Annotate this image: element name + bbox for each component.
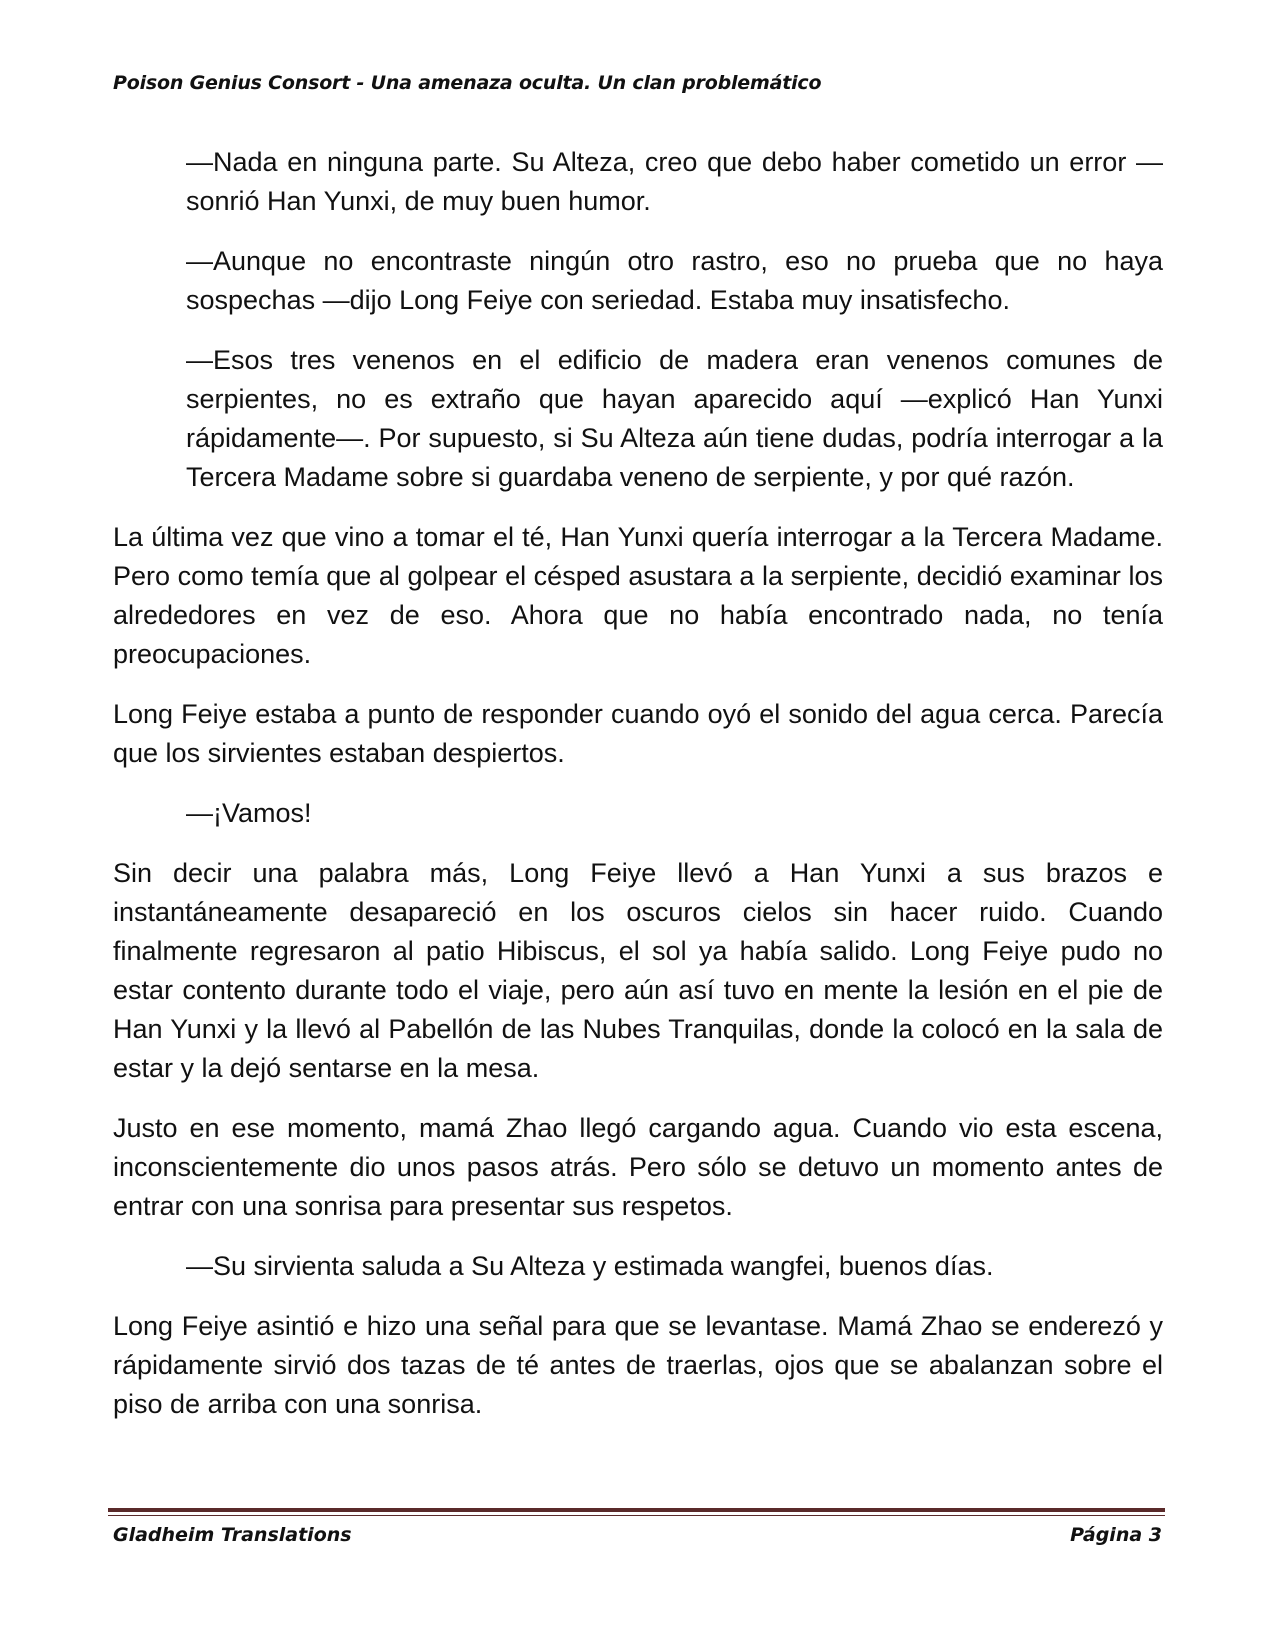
footer-translator: Gladheim Translations <box>113 1524 352 1546</box>
footer-page-number: Página 3 <box>1070 1524 1162 1546</box>
paragraph-10: Long Feiye asintió e hizo una señal para que se levantase. Mamá Zhao se enderezó y rápidamente sirvió dos tazas de té antes de traerlas, ojos que se abalanzan sobre el piso de arriba con una sonrisa. <box>113 1311 1163 1419</box>
footer-rule <box>108 1508 1165 1516</box>
paragraph-4: La última vez que vino a tomar el té, Han Yunxi quería interrogar a la Tercera Madame. Pero como temía que al golpear el césped asustara a la serpiente, decidió examinar los alrededores en vez de eso. Ahora que no había encontrado nada, no tenía preocupaciones. <box>113 522 1163 669</box>
paragraph-8: Justo en ese momento, mamá Zhao llegó cargando agua. Cuando vio esta escena, inconscientemente dio unos pasos atrás. Pero sólo se detuvo un momento antes de entrar con una sonrisa para presentar sus respetos. <box>113 1113 1163 1221</box>
footer-rule-thin <box>108 1515 1165 1516</box>
paragraph-6: —¡Vamos! <box>186 798 312 828</box>
paragraph-9: —Su sirvienta saluda a Su Alteza y estimada wangfei, buenos días. <box>186 1251 994 1281</box>
running-header: Poison Genius Consort - Una amenaza oculta. Un clan problemático <box>113 72 822 94</box>
paragraph-1: —Nada en ninguna parte. Su Alteza, creo que debo haber cometido un error —sonrió Han Yunxi, de muy buen humor. <box>186 147 1163 216</box>
paragraph-2: —Aunque no encontraste ningún otro rastro, eso no prueba que no haya sospechas —dijo Long Feiye con seriedad. Estaba muy insatisfecho. <box>186 246 1163 315</box>
body-text <box>113 143 1163 1445</box>
paragraph-5: Long Feiye estaba a punto de responder cuando oyó el sonido del agua cerca. Parecía que los sirvientes estaban despiertos. <box>113 699 1163 768</box>
footer-rule-thick <box>108 1508 1165 1512</box>
paragraph-3: —Esos tres venenos en el edificio de madera eran venenos comunes de serpientes, no es extraño que hayan aparecido aquí —explicó Han Yunxi rápidamente—. Por supuesto, si Su Alteza aún tiene dudas, podría interrogar a la Tercera Madame sobre si guardaba veneno de serpiente, y por qué razón. <box>186 345 1163 492</box>
paragraph-7: Sin decir una palabra más, Long Feiye llevó a Han Yunxi a sus brazos e instantáneamente desapareció en los oscuros cielos sin hacer ruido. Cuando finalmente regresaron al patio Hibiscus, el sol ya había salido. Long Feiye pudo no estar contento durante todo el viaje, pero aún así tuvo en mente la lesión en el pie de Han Yunxi y la llevó al Pabellón de las Nubes Tranquilas, donde la colocó en la sala de estar y la dejó sentarse en la mesa. <box>113 858 1163 1083</box>
